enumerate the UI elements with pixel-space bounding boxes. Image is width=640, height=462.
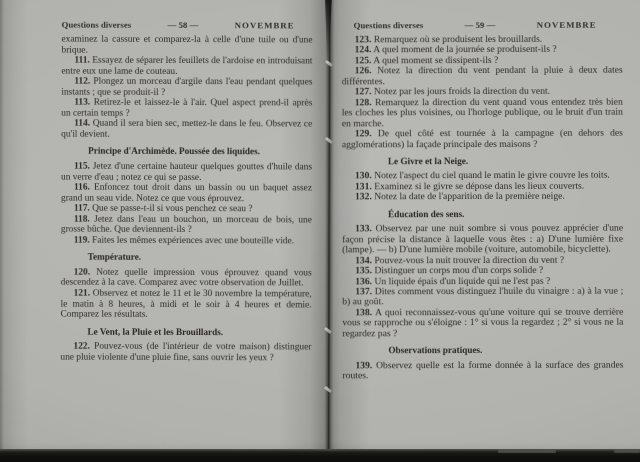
question-number: 124.: [354, 44, 372, 56]
question-number: 120.: [73, 267, 91, 278]
question-text: De quel côté est tournée à la campagne (en dehors des agglomérations) la façade principale des maisons ?: [341, 127, 623, 150]
question-number: 133.: [355, 223, 372, 235]
running-header-right: [342, 20, 623, 31]
paragraph-continuation: [61, 35, 312, 57]
section-heading: Température.: [87, 252, 142, 263]
question-number: 125.: [354, 55, 372, 67]
header-section-title: Questions diverses: [353, 20, 424, 31]
book-bottom-edge: [0, 449, 640, 462]
question-paragraph: [61, 235, 312, 246]
question-number: 116.: [73, 182, 90, 193]
question-paragraph: [342, 360, 623, 382]
question-paragraph: [61, 183, 312, 205]
question-text: Dites comment vous distinguez l'huile du vinaigre : a) à la vue ; b) au goût.: [342, 285, 624, 308]
question-paragraph: [61, 56, 312, 78]
header-page-number: — 59 —: [464, 19, 496, 31]
question-number: 115.: [74, 161, 90, 172]
question-number: 131.: [354, 181, 372, 193]
question-paragraph: [61, 119, 312, 141]
question-text: Faites les mêmes expériences avec une bouteille vide.: [92, 235, 295, 247]
question-number: 114.: [74, 118, 91, 130]
question-text: Distinguer un corps mou d'un corps solide ?: [374, 264, 544, 277]
question-text: Pouvez-vous la nuit trouver la direction du vent ?: [374, 254, 565, 266]
question-number: 127.: [354, 86, 372, 98]
question-paragraph: [60, 342, 311, 364]
question-paragraph: [61, 77, 312, 99]
book-binding-gutter: [324, 0, 334, 450]
question-text: Remarquez la direction du vent quand vous entendez très bien les cloches les plus voisines, ou l'horloge publique, ou le bruit d'un train en marche.: [341, 96, 623, 129]
question-number: 129.: [354, 128, 372, 140]
page-body-right: [342, 35, 624, 382]
question-text: Notez la direction du vent pendant la pluie à deux dates différentes.: [341, 64, 623, 88]
question-text: Notez l'aspect du ciel quand le matin le givre couvre les toits.: [374, 170, 610, 182]
question-text: A quel moment se dissipent-ils ?: [373, 54, 499, 67]
question-text: Examinez si le givre se dépose dans les lieux couverts.: [374, 180, 585, 193]
page-body-left: [60, 35, 312, 364]
section-heading: Observations pratiques.: [388, 345, 483, 356]
question-paragraph: [342, 287, 623, 309]
question-number: 119.: [73, 235, 90, 246]
page-59: [342, 0, 624, 382]
question-number: 111.: [74, 55, 90, 66]
question-number: 136.: [355, 275, 373, 287]
question-number: 117.: [73, 203, 90, 214]
section-heading: Le Vent, la Pluie et les Brouillards.: [87, 326, 224, 337]
header-section-title: Questions diverses: [61, 19, 132, 30]
question-text: Observez par une nuit sombre si vous pouvez apprécier d'une façon précise la distance à laquelle vous êtes : a) D'une lumière fixe (lampe). — b) D'une lumière mobile (voiture, automobile, bicyclette).: [342, 222, 624, 256]
question-paragraph: [61, 214, 312, 236]
question-paragraph: [342, 224, 623, 256]
question-text: Essayez de séparer les feuillets de l'ardoise en introduisant entre eux une lame de couteau.: [61, 55, 313, 77]
question-text: Jetez dans l'eau un bouchon, un morceau de bois, une grosse bûche. Que deviennent-ils ?: [60, 214, 312, 236]
question-paragraph: [342, 129, 623, 151]
question-text: A quel moment de la journée se produisent-ils ?: [373, 44, 557, 56]
edge-highlight: [498, 450, 556, 453]
question-paragraph: [342, 97, 623, 129]
running-header-left: [62, 20, 313, 31]
question-text: Notez par les jours froids la direction du vent.: [373, 86, 551, 98]
question-text: Enfoncez tout droit dans un bassin ou un baquet assez grand un seau vide. Notez ce que vous éprouvez.: [60, 182, 313, 204]
question-number: 112.: [74, 76, 91, 87]
question-text: Plongez un morceau d'argile dans l'eau pendant quelques instants ; que se produit-il ?: [61, 76, 313, 98]
question-number: 126.: [354, 65, 372, 77]
page-58: [60, 0, 312, 364]
question-number: 132.: [355, 191, 372, 203]
question-number: 121.: [73, 288, 91, 299]
question-text: Jetez d'une certaine hauteur quelques gouttes d'huile dans un verre d'eau ; notez ce qui se passe.: [60, 161, 313, 183]
question-number: 123.: [354, 34, 372, 46]
question-number: 137.: [355, 286, 373, 298]
question-text: Remarquez où se produisent les brouillards.: [373, 33, 543, 46]
question-paragraph: [61, 289, 312, 322]
question-text: A quoi reconnaissez-vous qu'une voiture qui se trouve derrière vous se rapproche ou s'éloigne : 1° si vous la regardez ; 2° si vous ne la regardez pas ?: [342, 306, 624, 340]
question-paragraph: [61, 98, 312, 120]
question-text: Retirez-le et laissez-le à l'air. Quel aspect prend-il après un certain temps ?: [61, 97, 313, 119]
question-number: 139.: [355, 359, 373, 372]
header-page-number: — 58 —: [167, 19, 199, 31]
question-text: Quand il sera bien sec, mettez-le dans le feu. Observez ce qu'il devient.: [61, 119, 313, 140]
question-number: 134.: [355, 254, 372, 266]
question-number: 118.: [73, 214, 90, 225]
question-text: Observez et notez le 11 et le 30 novembre la température, le matin à 8 heures, à midi et le soir à 4 heures et demie. Comparez les résultats.: [60, 288, 312, 320]
question-text: Pouvez-vous (de l'intérieur de votre maison) distinguer une pluie violente d'une pluie fine, sans ouvrir les yeux ?: [60, 341, 312, 364]
question-paragraph: [61, 162, 312, 184]
edge-highlight: [614, 450, 640, 453]
question-number: 113.: [74, 97, 91, 108]
question-paragraph: [342, 66, 623, 88]
question-text: Un liquide épais d'un liquide qui ne l'est pas ?: [374, 275, 551, 287]
question-paragraph: [61, 267, 312, 289]
question-text: Observez quelle est la forme donnée à la surface des grandes routes.: [342, 359, 624, 382]
section-heading: Principe d'Archimède. Poussée des liquides.: [88, 146, 260, 157]
header-month: NOVEMBRE: [536, 19, 597, 30]
question-number: 128.: [354, 97, 372, 109]
question-number: 138.: [355, 307, 373, 319]
question-text: Notez la date de l'apparition de la première neige.: [374, 191, 565, 203]
section-heading: Éducation des sens.: [388, 208, 465, 220]
question-text: Que se passe-t-il si vous penchez ce seau ?: [92, 203, 253, 215]
section-heading: Le Givre et la Neige.: [387, 156, 469, 167]
header-month: NOVEMBRE: [234, 20, 295, 31]
question-paragraph: [342, 308, 623, 340]
question-paragraph: [342, 192, 623, 203]
question-text: examinez la cassure et comparez-la à celle d'une tuile ou d'une brique.: [61, 34, 313, 56]
question-number: 135.: [355, 265, 373, 277]
question-number: 122.: [73, 341, 90, 352]
question-text: Notez quelle impression vous éprouvez quand vous descendez à la cave. Comparez avec votre observation de Juillet.: [60, 267, 312, 289]
question-number: 130.: [354, 170, 372, 182]
